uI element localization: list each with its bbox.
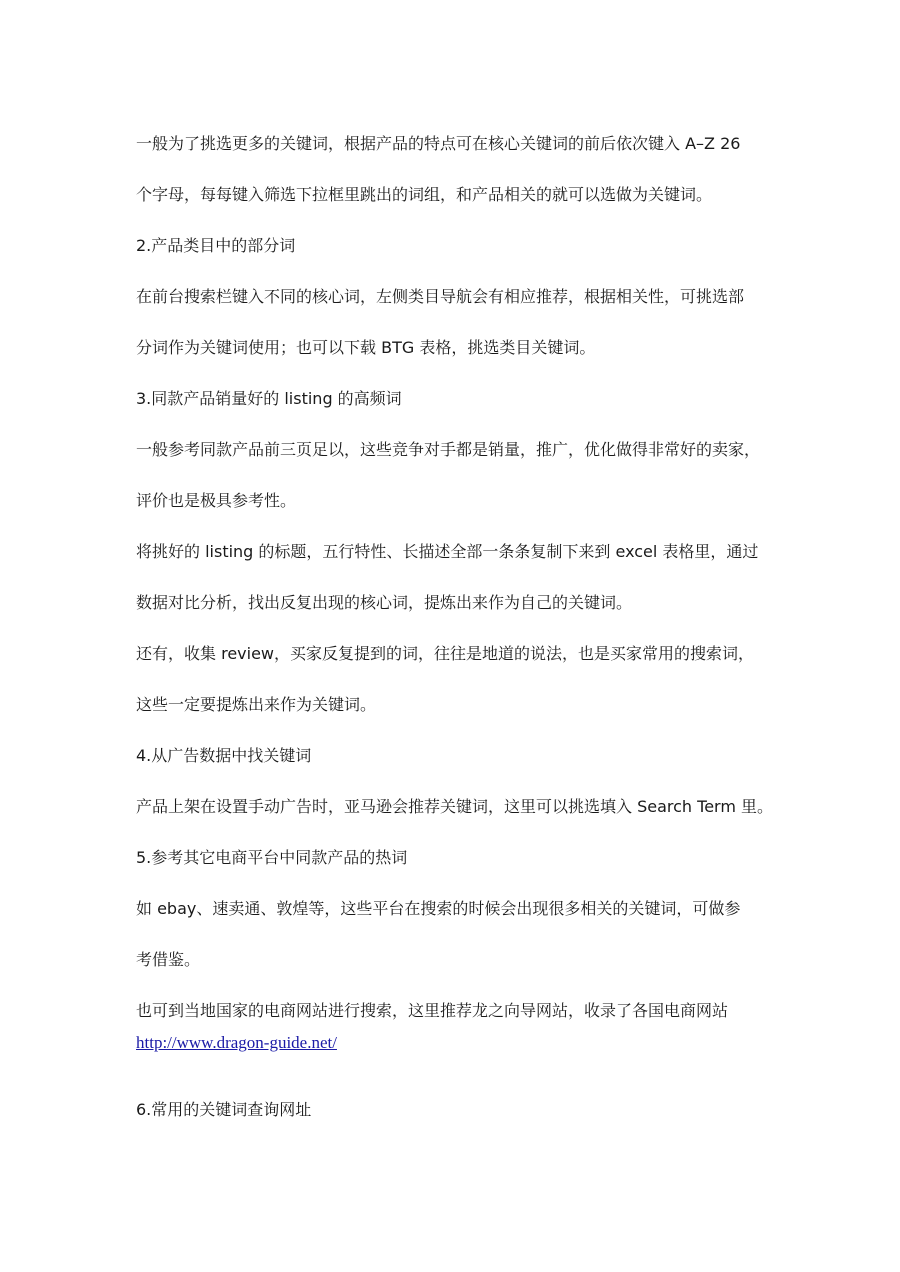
text-line: 还有，收集 review，买家反复提到的词，往往是地道的说法，也是买家常用的搜索词， xyxy=(136,644,755,663)
text-line: 一般为了挑选更多的关键词，根据产品的特点可在核心关键词的前后依次键入 A–Z 26 xyxy=(136,134,741,153)
paragraph-listing-analysis xyxy=(136,526,776,628)
text-line: 分词作为关键词使用；也可以下载 BTG 表格，挑选类目关键词。 xyxy=(136,338,596,357)
section-heading-2: 2.产品类目中的部分词 xyxy=(136,236,296,255)
dragon-guide-link[interactable]: http://www.dragon-guide.net/ xyxy=(136,1033,337,1052)
paragraph-reviews xyxy=(136,628,776,730)
paragraph-ads xyxy=(136,781,776,832)
paragraph-other-platforms xyxy=(136,883,776,985)
paragraph-local-sites xyxy=(136,985,776,1036)
text-line: 在前台搜索栏键入不同的核心词，左侧类目导航会有相应推荐，根据相关性，可挑选部 xyxy=(136,287,745,306)
text-line: 评价也是极具参考性。 xyxy=(136,491,297,510)
text-line: 如 ebay、速卖通、敦煌等，这些平台在搜索的时候会出现很多相关的关键词，可做参 xyxy=(136,899,741,918)
paragraph-category-words xyxy=(136,271,776,373)
section-heading-3: 3.同款产品销量好的 listing 的高频词 xyxy=(136,389,402,408)
section-heading-5: 5.参考其它电商平台中同款产品的热词 xyxy=(136,848,408,867)
paragraph-az-letters xyxy=(136,118,776,220)
text-line: 将挑好的 listing 的标题，五行特性、长描述全部一条条复制下来到 excel 表格里，通过 xyxy=(136,542,759,561)
text-line: 也可到当地国家的电商网站进行搜索，这里推荐龙之向导网站，收录了各国电商网站 xyxy=(136,1001,729,1020)
text-line: 数据对比分析，找出反复出现的核心词，提炼出来作为自己的关键词。 xyxy=(136,593,633,612)
document-page xyxy=(136,118,776,1135)
section-heading-6: 6.常用的关键词查询网址 xyxy=(136,1100,312,1119)
text-line: 这些一定要提炼出来作为关键词。 xyxy=(136,695,377,714)
text-line: 个字母，每每键入筛选下拉框里跳出的词组，和产品相关的就可以选做为关键词。 xyxy=(136,185,713,204)
section-heading-4: 4.从广告数据中找关键词 xyxy=(136,746,312,765)
text-line: 一般参考同款产品前三页足以，这些竞争对手都是销量，推广，优化做得非常好的卖家， xyxy=(136,440,761,459)
text-line: 产品上架在设置手动广告时，亚马逊会推荐关键词，这里可以挑选填入 Search Term 里。 xyxy=(136,797,774,816)
text-line: 考借鉴。 xyxy=(136,950,201,969)
paragraph-competitors xyxy=(136,424,776,526)
